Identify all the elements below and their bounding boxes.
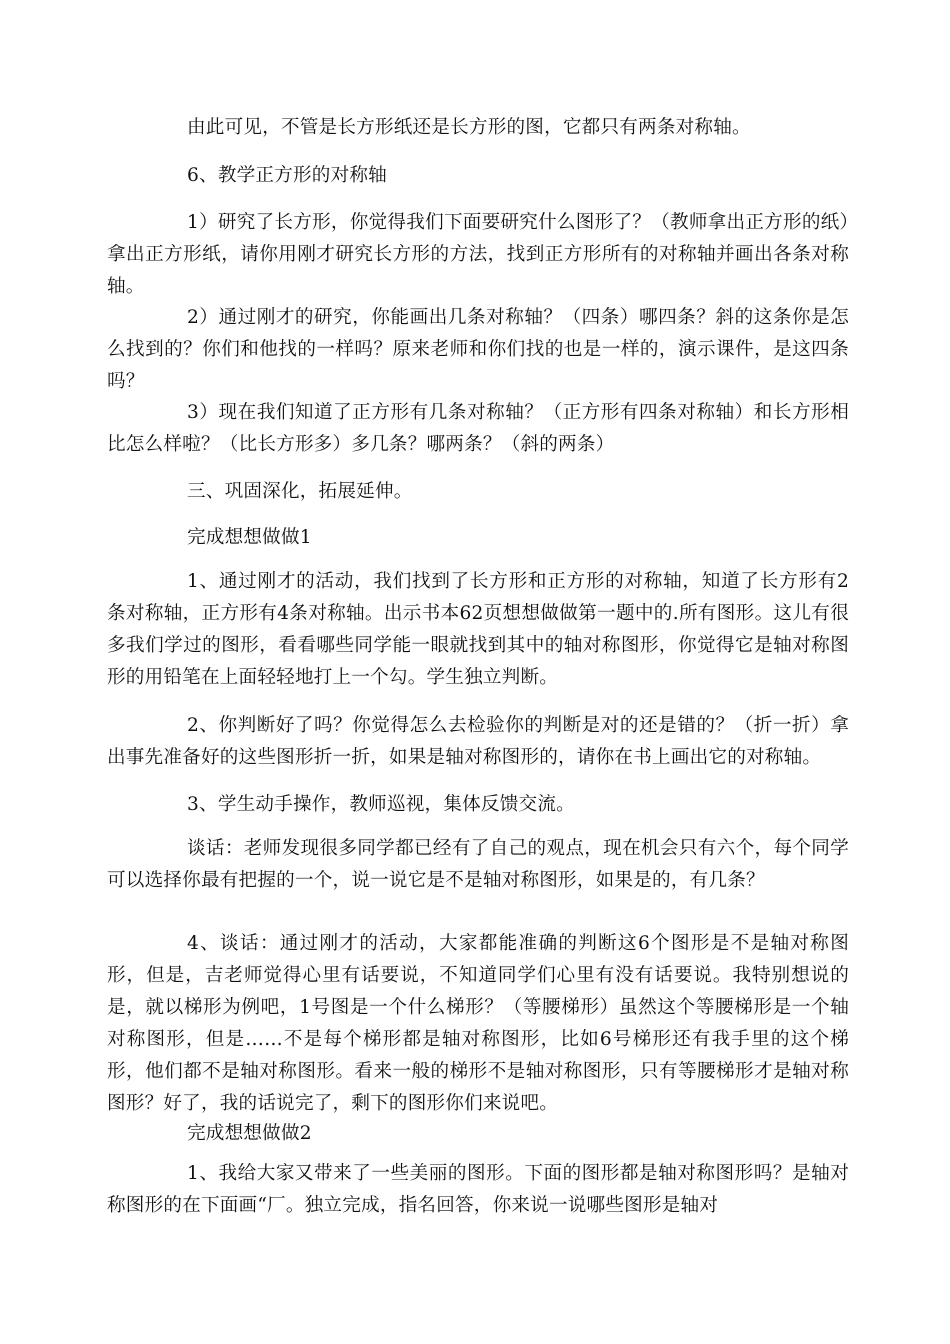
paragraph-conclusion: 由此可见，不管是长方形纸还是长方形的图，它都只有两条对称轴。 bbox=[187, 117, 751, 138]
paragraph-exercise-1-item-1: 1、通过刚才的活动，我们找到了长方形和正方形的对称轴，知道了长方形有2条对称轴，正方形有4条对称轴。出示书本62页想想做做第一题中的.所有图形。这儿有很多我们学过的图形，看看哪些同学能一眼就找到其中的轴对称图形，你觉得它是轴对称图形的用铅笔在上面轻轻地打上一个勾。学生独立判断。 bbox=[107, 571, 849, 688]
paragraph-step-2: 2）通过刚才的研究，你能画出几条对称轴？（四条）哪四条？斜的这条你是怎么找到的？你们和他找的一样吗？原来老师和你们找的也是一样的，演示课件，是这四条吗？ bbox=[107, 307, 849, 392]
section-heading-consolidate: 三、巩固深化，拓展延伸。 bbox=[187, 481, 413, 502]
paragraph-step-3: 3）现在我们知道了正方形有几条对称轴？（正方形有四条对称轴）和长方形相比怎么样啦？（比长方形多）多几条？哪两条？（斜的两条） bbox=[107, 402, 849, 455]
subheading-exercise-1: 完成想想做做1 bbox=[187, 527, 312, 548]
paragraph-exercise-1-item-3: 3、学生动手操作，教师巡视，集体反馈交流。 bbox=[187, 794, 575, 815]
paragraph-talk: 谈话：老师发现很多同学都已经有了自己的观点，现在机会只有六个，每个同学可以选择你最有把握的一个，说一说它是不是轴对称图形，如果是的，有几条？ bbox=[107, 838, 849, 891]
paragraph-step-1: 1）研究了长方形，你觉得我们下面要研究什么图形了？（教师拿出正方形的纸）拿出正方形纸，请你用刚才研究长方形的方法，找到正方形所有的对称轴并画出各条对称轴。 bbox=[107, 212, 849, 297]
paragraph-exercise-2-item-1: 1、我给大家又带来了一些美丽的图形。下面的图形都是轴对称图形吗？是轴对称图形的在下面画“厂。独立完成，指名回答，你来说一说哪些图形是轴对 bbox=[107, 1163, 849, 1216]
paragraph-exercise-1-item-4: 4、谈话：通过刚才的活动，大家都能准确的判断这6个图形是不是轴对称图形，但是，吉老师觉得心里有话要说，不知道同学们心里有没有话要说。我特别想说的是，就以梯形为例吧，1号图是一个什么梯形？（等腰梯形）虽然这个等腰梯形是一个轴对称图形，但是……不是每个梯形都是轴对称图形，比如6号梯形还有我手里的这个梯形，他们都不是轴对称图形。看来一般的梯形不是轴对称图形，只有等腰梯形才是轴对称图形？好了，我的话说完了，剩下的图形你们来说吧。 bbox=[107, 933, 849, 1114]
subheading-exercise-2: 完成想想做做2 bbox=[187, 1123, 312, 1144]
paragraph-exercise-1-item-2: 2、你判断好了吗？你觉得怎么去检验你的判断是对的还是错的？（折一折）拿出事先准备好的这些图形折一折，如果是轴对称图形的，请你在书上画出它的对称轴。 bbox=[107, 715, 849, 768]
section-heading-square-axis: 6、教学正方形的对称轴 bbox=[187, 165, 387, 186]
